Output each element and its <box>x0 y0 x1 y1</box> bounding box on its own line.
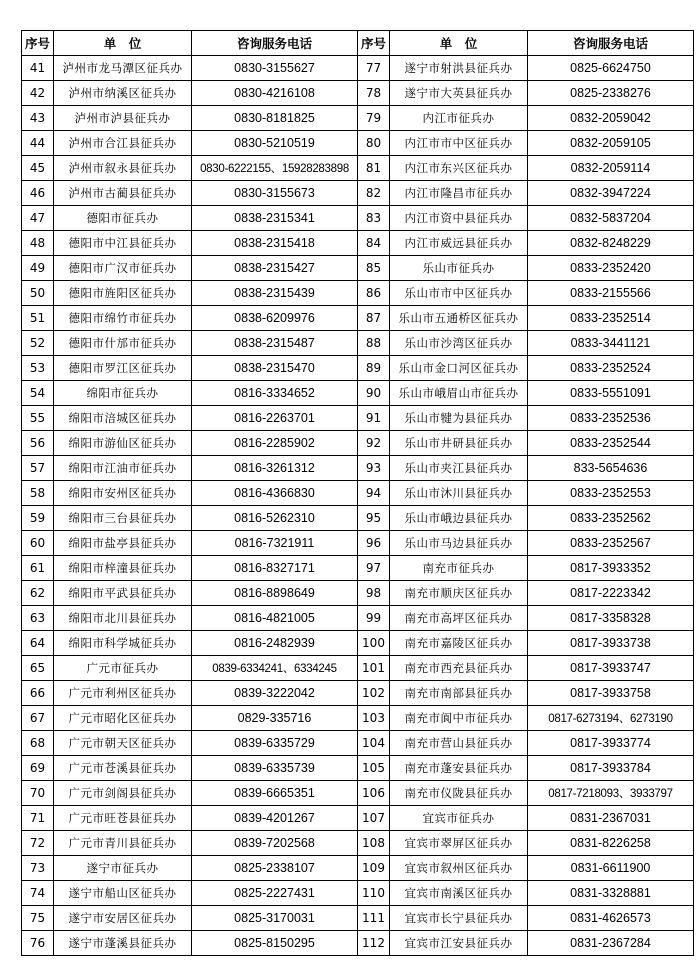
row-number-left: 76 <box>22 931 54 956</box>
table-row <box>22 681 694 706</box>
row-number-left: 54 <box>22 381 54 406</box>
table-row <box>22 931 694 956</box>
office-name-left: 绵阳市平武县征兵办 <box>54 581 192 606</box>
office-name-left: 绵阳市涪城区征兵办 <box>54 406 192 431</box>
office-phone-right: 0833-5551091 <box>528 381 694 406</box>
office-phone-right: 0817-3933774 <box>528 731 694 756</box>
row-number-left: 68 <box>22 731 54 756</box>
office-name-right: 乐山市沐川县征兵办 <box>390 481 528 506</box>
office-phone-right: 0833-2155566 <box>528 281 694 306</box>
office-name-right: 遂宁市射洪县征兵办 <box>390 56 528 81</box>
office-name-right: 南充市仪陇县征兵办 <box>390 781 528 806</box>
office-name-right: 南充市南部县征兵办 <box>390 681 528 706</box>
office-phone-right: 0817-2223342 <box>528 581 694 606</box>
row-number-left: 51 <box>22 306 54 331</box>
table-row <box>22 856 694 881</box>
table-row <box>22 581 694 606</box>
row-number-left: 45 <box>22 156 54 181</box>
office-name-right: 南充市高坪区征兵办 <box>390 606 528 631</box>
office-phone-left: 0839-7202568 <box>192 831 358 856</box>
office-name-left: 广元市旺苍县征兵办 <box>54 806 192 831</box>
office-phone-left: 0816-4821005 <box>192 606 358 631</box>
row-number-left: 70 <box>22 781 54 806</box>
office-phone-right: 0832-2059105 <box>528 131 694 156</box>
office-name-right: 内江市市中区征兵办 <box>390 131 528 156</box>
row-number-right: 107 <box>358 806 390 831</box>
row-number-left: 72 <box>22 831 54 856</box>
office-phone-right: 0833-2352536 <box>528 406 694 431</box>
row-number-right: 81 <box>358 156 390 181</box>
office-phone-left: 0838-2315341 <box>192 206 358 231</box>
office-phone-left: 0816-8898649 <box>192 581 358 606</box>
office-name-right: 内江市资中县征兵办 <box>390 206 528 231</box>
office-name-right: 乐山市夹江县征兵办 <box>390 456 528 481</box>
document-page <box>21 30 694 956</box>
row-number-right: 91 <box>358 406 390 431</box>
office-phone-left: 0816-5262310 <box>192 506 358 531</box>
table-row <box>22 481 694 506</box>
office-phone-left: 0830-4216108 <box>192 81 358 106</box>
row-number-right: 104 <box>358 731 390 756</box>
office-name-left: 德阳市旌阳区征兵办 <box>54 281 192 306</box>
office-phone-left: 0838-6209976 <box>192 306 358 331</box>
office-name-left: 绵阳市游仙区征兵办 <box>54 431 192 456</box>
office-name-right: 乐山市峨眉山市征兵办 <box>390 381 528 406</box>
row-number-right: 77 <box>358 56 390 81</box>
office-name-right: 内江市东兴区征兵办 <box>390 156 528 181</box>
row-number-left: 63 <box>22 606 54 631</box>
office-phone-left: 0816-7321911 <box>192 531 358 556</box>
table-row <box>22 406 694 431</box>
office-phone-left: 0825-2227431 <box>192 881 358 906</box>
row-number-left: 75 <box>22 906 54 931</box>
office-name-left: 泸州市叙永县征兵办 <box>54 156 192 181</box>
office-name-left: 广元市利州区征兵办 <box>54 681 192 706</box>
row-number-right: 95 <box>358 506 390 531</box>
office-phone-right: 0831-8226258 <box>528 831 694 856</box>
office-name-left: 德阳市中江县征兵办 <box>54 231 192 256</box>
row-number-right: 97 <box>358 556 390 581</box>
office-phone-right: 0817-3358328 <box>528 606 694 631</box>
office-name-left: 绵阳市征兵办 <box>54 381 192 406</box>
table-row <box>22 831 694 856</box>
office-name-right: 宜宾市长宁县征兵办 <box>390 906 528 931</box>
row-number-left: 59 <box>22 506 54 531</box>
row-number-right: 101 <box>358 656 390 681</box>
office-phone-left: 0829-335716 <box>192 706 358 731</box>
office-phone-left: 0816-3261312 <box>192 456 358 481</box>
row-number-left: 55 <box>22 406 54 431</box>
table-row <box>22 131 694 156</box>
office-name-right: 乐山市井研县征兵办 <box>390 431 528 456</box>
office-phone-left: 0838-2315439 <box>192 281 358 306</box>
row-number-left: 47 <box>22 206 54 231</box>
office-phone-left: 0816-2285902 <box>192 431 358 456</box>
table-row <box>22 606 694 631</box>
header-unit-right: 单 位 <box>390 31 528 56</box>
table-row <box>22 506 694 531</box>
office-phone-right: 0817-3933352 <box>528 556 694 581</box>
office-name-left: 德阳市什邡市征兵办 <box>54 331 192 356</box>
row-number-right: 82 <box>358 181 390 206</box>
office-name-right: 内江市威远县征兵办 <box>390 231 528 256</box>
office-name-right: 遂宁市大英县征兵办 <box>390 81 528 106</box>
office-phone-left: 0838-2315418 <box>192 231 358 256</box>
office-name-left: 绵阳市北川县征兵办 <box>54 606 192 631</box>
office-name-left: 绵阳市三台县征兵办 <box>54 506 192 531</box>
office-name-right: 南充市嘉陵区征兵办 <box>390 631 528 656</box>
office-name-right: 南充市营山县征兵办 <box>390 731 528 756</box>
row-number-right: 90 <box>358 381 390 406</box>
row-number-left: 61 <box>22 556 54 581</box>
office-phone-left: 0830-3155673 <box>192 181 358 206</box>
office-phone-left: 0839-4201267 <box>192 806 358 831</box>
office-phone-right: 0833-2352562 <box>528 506 694 531</box>
office-phone-right: 0833-2352567 <box>528 531 694 556</box>
office-name-right: 乐山市征兵办 <box>390 256 528 281</box>
office-name-right: 南充市征兵办 <box>390 556 528 581</box>
office-phone-left: 0839-6335739 <box>192 756 358 781</box>
office-phone-right: 0817-3933738 <box>528 631 694 656</box>
header-unit-left: 单 位 <box>54 31 192 56</box>
office-name-left: 泸州市龙马潭区征兵办 <box>54 56 192 81</box>
row-number-right: 110 <box>358 881 390 906</box>
row-number-left: 58 <box>22 481 54 506</box>
header-no-left: 序号 <box>22 31 54 56</box>
office-phone-right: 0832-5837204 <box>528 206 694 231</box>
row-number-right: 85 <box>358 256 390 281</box>
office-phone-right: 0833-2352524 <box>528 356 694 381</box>
header-phone-right: 咨询服务电话 <box>528 31 694 56</box>
office-phone-right: 0832-3947224 <box>528 181 694 206</box>
header-phone-left: 咨询服务电话 <box>192 31 358 56</box>
table-row <box>22 431 694 456</box>
table-row <box>22 81 694 106</box>
row-number-right: 89 <box>358 356 390 381</box>
table-row <box>22 56 694 81</box>
office-phone-left: 0838-2315427 <box>192 256 358 281</box>
office-name-left: 遂宁市蓬溪县征兵办 <box>54 931 192 956</box>
office-name-left: 广元市昭化区征兵办 <box>54 706 192 731</box>
office-name-left: 泸州市泸县征兵办 <box>54 106 192 131</box>
table-row <box>22 256 694 281</box>
table-row <box>22 281 694 306</box>
row-number-left: 50 <box>22 281 54 306</box>
office-name-left: 绵阳市梓潼县征兵办 <box>54 556 192 581</box>
office-name-right: 乐山市峨边县征兵办 <box>390 506 528 531</box>
office-name-left: 德阳市绵竹市征兵办 <box>54 306 192 331</box>
office-phone-right: 0817-7218093、3933797 <box>528 781 694 806</box>
table-row <box>22 381 694 406</box>
office-phone-left: 0839-3222042 <box>192 681 358 706</box>
recruitment-office-phone-table <box>21 30 694 956</box>
row-number-right: 88 <box>358 331 390 356</box>
row-number-left: 73 <box>22 856 54 881</box>
header-no-right: 序号 <box>358 31 390 56</box>
office-phone-left: 0830-5210519 <box>192 131 358 156</box>
row-number-left: 41 <box>22 56 54 81</box>
table-header-row <box>22 31 694 56</box>
office-name-left: 广元市征兵办 <box>54 656 192 681</box>
office-phone-right: 0833-2352553 <box>528 481 694 506</box>
office-name-left: 遂宁市安居区征兵办 <box>54 906 192 931</box>
office-name-right: 南充市西充县征兵办 <box>390 656 528 681</box>
office-name-left: 泸州市古蔺县征兵办 <box>54 181 192 206</box>
row-number-left: 44 <box>22 131 54 156</box>
office-name-right: 宜宾市叙州区征兵办 <box>390 856 528 881</box>
office-phone-right: 0831-6611900 <box>528 856 694 881</box>
row-number-right: 102 <box>358 681 390 706</box>
row-number-left: 43 <box>22 106 54 131</box>
office-name-left: 绵阳市安州区征兵办 <box>54 481 192 506</box>
office-phone-right: 0833-2352514 <box>528 306 694 331</box>
row-number-right: 105 <box>358 756 390 781</box>
office-name-right: 宜宾市南溪区征兵办 <box>390 881 528 906</box>
office-phone-right: 0817-3933784 <box>528 756 694 781</box>
table-row <box>22 456 694 481</box>
row-number-left: 53 <box>22 356 54 381</box>
office-name-right: 乐山市犍为县征兵办 <box>390 406 528 431</box>
office-phone-right: 0817-3933758 <box>528 681 694 706</box>
table-row <box>22 356 694 381</box>
row-number-right: 94 <box>358 481 390 506</box>
table-row <box>22 631 694 656</box>
table-row <box>22 181 694 206</box>
office-phone-left: 0839-6334241、6334245 <box>192 656 358 681</box>
row-number-left: 74 <box>22 881 54 906</box>
row-number-right: 112 <box>358 931 390 956</box>
table-row <box>22 731 694 756</box>
office-name-left: 广元市剑阁县征兵办 <box>54 781 192 806</box>
office-name-right: 南充市顺庆区征兵办 <box>390 581 528 606</box>
office-name-left: 德阳市罗江区征兵办 <box>54 356 192 381</box>
row-number-left: 57 <box>22 456 54 481</box>
office-name-left: 绵阳市盐亭县征兵办 <box>54 531 192 556</box>
office-name-right: 南充市阆中市征兵办 <box>390 706 528 731</box>
row-number-left: 69 <box>22 756 54 781</box>
row-number-right: 108 <box>358 831 390 856</box>
row-number-right: 83 <box>358 206 390 231</box>
office-phone-right: 0831-4626573 <box>528 906 694 931</box>
office-phone-left: 0830-6222155、15928283898 <box>192 156 358 181</box>
office-phone-left: 0816-4366830 <box>192 481 358 506</box>
table-row <box>22 756 694 781</box>
row-number-right: 106 <box>358 781 390 806</box>
office-phone-left: 0830-3155627 <box>192 56 358 81</box>
row-number-right: 79 <box>358 106 390 131</box>
row-number-left: 65 <box>22 656 54 681</box>
row-number-left: 42 <box>22 81 54 106</box>
office-name-left: 德阳市广汉市征兵办 <box>54 256 192 281</box>
office-phone-left: 0838-2315470 <box>192 356 358 381</box>
office-phone-left: 0816-2482939 <box>192 631 358 656</box>
table-row <box>22 906 694 931</box>
office-name-left: 广元市朝天区征兵办 <box>54 731 192 756</box>
row-number-right: 86 <box>358 281 390 306</box>
row-number-left: 71 <box>22 806 54 831</box>
office-phone-right: 0831-3328881 <box>528 881 694 906</box>
table-row <box>22 331 694 356</box>
table-row <box>22 781 694 806</box>
row-number-right: 109 <box>358 856 390 881</box>
row-number-right: 96 <box>358 531 390 556</box>
row-number-right: 84 <box>358 231 390 256</box>
office-phone-left: 0825-3170031 <box>192 906 358 931</box>
row-number-left: 56 <box>22 431 54 456</box>
office-name-right: 南充市蓬安县征兵办 <box>390 756 528 781</box>
table-row <box>22 156 694 181</box>
office-phone-left: 0825-2338107 <box>192 856 358 881</box>
office-phone-right: 0832-8248229 <box>528 231 694 256</box>
office-phone-right: 0833-3441121 <box>528 331 694 356</box>
row-number-right: 92 <box>358 431 390 456</box>
office-name-left: 绵阳市科学城征兵办 <box>54 631 192 656</box>
table-row <box>22 881 694 906</box>
row-number-right: 93 <box>358 456 390 481</box>
office-phone-right: 0831-2367031 <box>528 806 694 831</box>
office-name-right: 乐山市市中区征兵办 <box>390 281 528 306</box>
office-phone-right: 0832-2059114 <box>528 156 694 181</box>
row-number-left: 67 <box>22 706 54 731</box>
office-phone-right: 0831-2367284 <box>528 931 694 956</box>
table-row <box>22 556 694 581</box>
office-name-right: 乐山市金口河区征兵办 <box>390 356 528 381</box>
office-name-right: 宜宾市江安县征兵办 <box>390 931 528 956</box>
office-phone-left: 0825-8150295 <box>192 931 358 956</box>
office-name-left: 遂宁市船山区征兵办 <box>54 881 192 906</box>
office-name-left: 广元市苍溪县征兵办 <box>54 756 192 781</box>
office-phone-right: 0833-2352420 <box>528 256 694 281</box>
office-phone-left: 0839-6665351 <box>192 781 358 806</box>
office-name-left: 绵阳市江油市征兵办 <box>54 456 192 481</box>
office-phone-left: 0816-3334652 <box>192 381 358 406</box>
table-row <box>22 806 694 831</box>
office-name-right: 宜宾市翠屏区征兵办 <box>390 831 528 856</box>
table-body <box>22 56 694 956</box>
office-phone-left: 0838-2315487 <box>192 331 358 356</box>
office-phone-right: 0833-2352544 <box>528 431 694 456</box>
office-name-left: 泸州市纳溪区征兵办 <box>54 81 192 106</box>
office-name-left: 广元市青川县征兵办 <box>54 831 192 856</box>
row-number-left: 48 <box>22 231 54 256</box>
office-phone-right: 0825-6624750 <box>528 56 694 81</box>
office-name-right: 宜宾市征兵办 <box>390 806 528 831</box>
row-number-left: 49 <box>22 256 54 281</box>
office-phone-right: 833-5654636 <box>528 456 694 481</box>
row-number-right: 100 <box>358 631 390 656</box>
office-phone-right: 0832-2059042 <box>528 106 694 131</box>
office-name-right: 乐山市五通桥区征兵办 <box>390 306 528 331</box>
office-name-left: 德阳市征兵办 <box>54 206 192 231</box>
row-number-right: 80 <box>358 131 390 156</box>
office-phone-right: 0817-3933747 <box>528 656 694 681</box>
row-number-right: 99 <box>358 606 390 631</box>
office-name-left: 泸州市合江县征兵办 <box>54 131 192 156</box>
row-number-left: 60 <box>22 531 54 556</box>
office-name-right: 内江市征兵办 <box>390 106 528 131</box>
table-row <box>22 706 694 731</box>
office-name-left: 遂宁市征兵办 <box>54 856 192 881</box>
table-row <box>22 306 694 331</box>
office-name-right: 乐山市沙湾区征兵办 <box>390 331 528 356</box>
office-phone-left: 0816-8327171 <box>192 556 358 581</box>
table-row <box>22 106 694 131</box>
table-row <box>22 231 694 256</box>
office-phone-left: 0830-8181825 <box>192 106 358 131</box>
table-row <box>22 206 694 231</box>
table-row <box>22 531 694 556</box>
row-number-left: 52 <box>22 331 54 356</box>
row-number-right: 98 <box>358 581 390 606</box>
row-number-right: 111 <box>358 906 390 931</box>
row-number-left: 46 <box>22 181 54 206</box>
row-number-left: 64 <box>22 631 54 656</box>
row-number-left: 66 <box>22 681 54 706</box>
row-number-right: 87 <box>358 306 390 331</box>
row-number-right: 78 <box>358 81 390 106</box>
office-phone-right: 0817-6273194、6273190 <box>528 706 694 731</box>
office-phone-right: 0825-2338276 <box>528 81 694 106</box>
table-row <box>22 656 694 681</box>
row-number-left: 62 <box>22 581 54 606</box>
row-number-right: 103 <box>358 706 390 731</box>
office-name-right: 乐山市马边县征兵办 <box>390 531 528 556</box>
office-phone-left: 0839-6335729 <box>192 731 358 756</box>
office-phone-left: 0816-2263701 <box>192 406 358 431</box>
office-name-right: 内江市隆昌市征兵办 <box>390 181 528 206</box>
